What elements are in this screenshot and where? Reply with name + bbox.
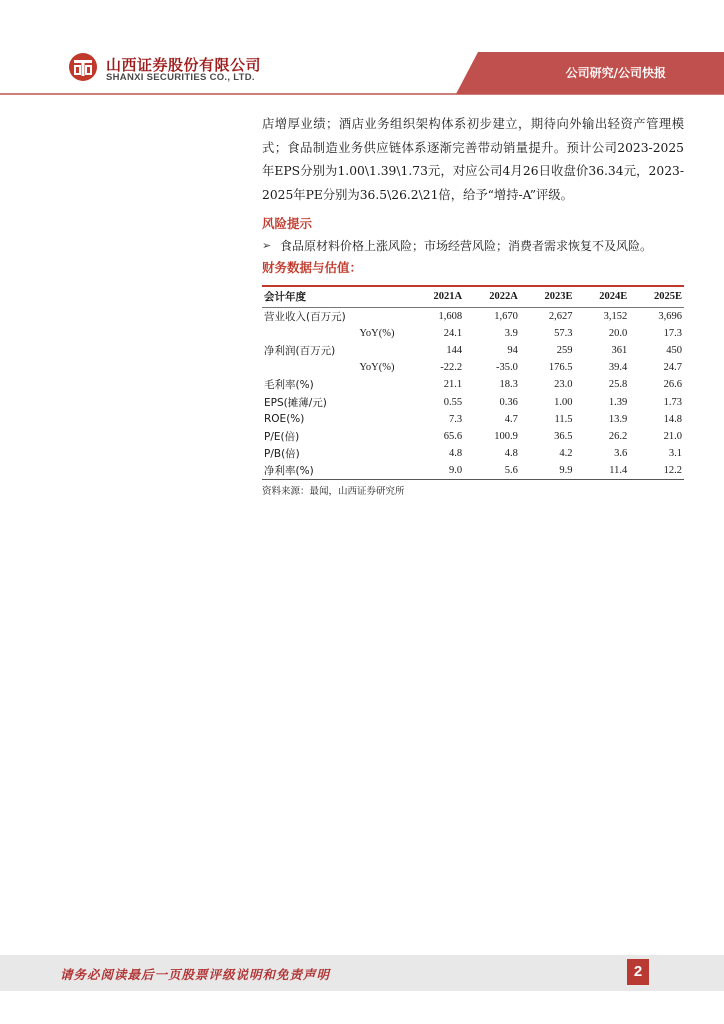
- page-number: 2: [627, 959, 649, 985]
- table-cell: 2,627: [548, 311, 573, 323]
- table-cell: 0.36: [499, 396, 518, 408]
- table-cell: 17.3: [663, 328, 682, 340]
- row-label: 毛利率(%): [264, 379, 314, 392]
- row-label: 营业收入(百万元): [264, 311, 346, 324]
- table-cell: 1,670: [494, 311, 518, 323]
- table-cell: -22.2: [440, 362, 463, 374]
- table-section-title: 财务数据与估值：: [262, 260, 363, 275]
- risk-item-text: 食品原材料价格上涨风险；市场经营风险；消费者需求恢复不及风险。: [280, 239, 653, 253]
- table-cell: 1.39: [608, 396, 628, 408]
- table-row: [262, 342, 684, 359]
- row-label: EPS(摊薄/元): [264, 396, 327, 409]
- table-cell: 94: [507, 345, 518, 357]
- table-cell: 144: [446, 345, 463, 357]
- page-footer: [0, 955, 724, 991]
- row-label: 净利率(%): [262, 462, 408, 480]
- table-row: [262, 393, 684, 410]
- column-header: 2021A: [408, 286, 464, 308]
- table-row: [262, 462, 684, 480]
- table-cell: 259: [556, 345, 573, 357]
- risk-section-title: 风险提示: [262, 216, 313, 231]
- table-cell: 1.73: [663, 396, 682, 408]
- disclaimer-notice: 请务必阅读最后一页股票评级说明和免责声明: [60, 967, 331, 982]
- table-cell: 24.1: [443, 328, 463, 340]
- body-paragraph: 店增厚业绩；酒店业务组织架构体系初步建立，期待向外输出轻资产管理模式；食品制造业务供应链体系逐渐完善带动销量提升。预计公司2023-2025年EPS分别为1.00\1.39\1.73元，对应公司4月26日收盘价36.34元，2023-2025年PE分别为36.5\26.2\21倍，给予“增持-A”评级。: [262, 117, 684, 202]
- table-header-row: [262, 286, 684, 308]
- table-cell: 39.4: [608, 362, 628, 374]
- header-band: [0, 0, 724, 100]
- table-cell: 9.9: [520, 462, 575, 480]
- table-cell: 1.00: [554, 396, 573, 408]
- table-cell: 7.3: [449, 413, 463, 425]
- table-row: [262, 376, 684, 393]
- table-row: [262, 308, 684, 326]
- table-cell: 20.0: [608, 328, 628, 340]
- table-cell: 4.8: [504, 447, 518, 459]
- table-cell: 3,152: [603, 311, 628, 323]
- table-cell: 26.2: [608, 430, 628, 442]
- table-cell: 450: [666, 345, 682, 357]
- table-cell: 24.7: [663, 362, 682, 374]
- table-cell: 13.9: [608, 413, 628, 425]
- table-cell: 176.5: [548, 362, 573, 374]
- table-cell: 0.55: [443, 396, 463, 408]
- row-label: YoY(%): [359, 328, 395, 340]
- page-header: [0, 0, 724, 100]
- table-cell: 18.3: [499, 379, 518, 391]
- row-label: ROE(%): [264, 413, 305, 426]
- table-row: [262, 359, 684, 376]
- table-cell: 26.6: [663, 379, 682, 391]
- table-row: [262, 445, 684, 462]
- table-cell: 4.2: [559, 447, 573, 459]
- table-cell: 3,696: [658, 311, 682, 323]
- table-cell: 4.8: [449, 447, 463, 459]
- table-cell: 14.8: [663, 413, 682, 425]
- table-cell: 100.9: [494, 430, 518, 442]
- row-label: P/B(倍): [264, 447, 300, 460]
- table-cell: 57.3: [554, 328, 573, 340]
- table-row: [262, 428, 684, 445]
- table-cell: 21.1: [443, 379, 463, 391]
- table-cell: -35.0: [495, 362, 518, 374]
- table-cell: 65.6: [443, 430, 463, 442]
- table-cell: 11.5: [554, 413, 573, 425]
- table-cell: 12.2: [629, 462, 684, 480]
- column-header: 2023E: [520, 286, 575, 308]
- column-header: 2025E: [629, 286, 684, 308]
- table-cell: 5.6: [464, 462, 520, 480]
- column-header: 2024E: [575, 286, 630, 308]
- table-cell: 3.1: [668, 447, 682, 459]
- table-cell: 36.5: [554, 430, 573, 442]
- table-cell: 4.7: [504, 413, 518, 425]
- table-cell: 11.4: [575, 462, 630, 480]
- financial-data-table: [262, 285, 684, 480]
- table-cell: 3.6: [614, 447, 628, 459]
- table-source-note: 资料来源：最闻，山西证券研究所: [262, 485, 405, 497]
- company-name-cn: 山西证券股份有限公司: [106, 56, 262, 74]
- table-cell: 23.0: [554, 379, 573, 391]
- row-label: 净利润(百万元): [264, 345, 336, 358]
- company-name-en: SHANXI SECURITIES CO., LTD.: [106, 72, 255, 83]
- column-header: 2022A: [464, 286, 520, 308]
- table-cell: 9.0: [408, 462, 464, 480]
- main-content: [262, 113, 684, 497]
- risk-item: [262, 235, 684, 257]
- row-label: YoY(%): [359, 362, 395, 374]
- arrow-bullet-icon: ➢: [262, 239, 272, 252]
- table-cell: 25.8: [608, 379, 628, 391]
- report-type-label: 公司研究/公司快报: [565, 66, 666, 80]
- table-cell: 361: [611, 345, 628, 357]
- table-cell: 1,608: [438, 311, 463, 323]
- table-cell: 21.0: [663, 430, 682, 442]
- table-row: [262, 325, 684, 342]
- table-cell: 3.9: [504, 328, 518, 340]
- column-header: 会计年度: [262, 286, 408, 308]
- table-row: [262, 411, 684, 428]
- shanxi-securities-logo-icon: [68, 52, 98, 82]
- row-label: P/E(倍): [264, 430, 300, 443]
